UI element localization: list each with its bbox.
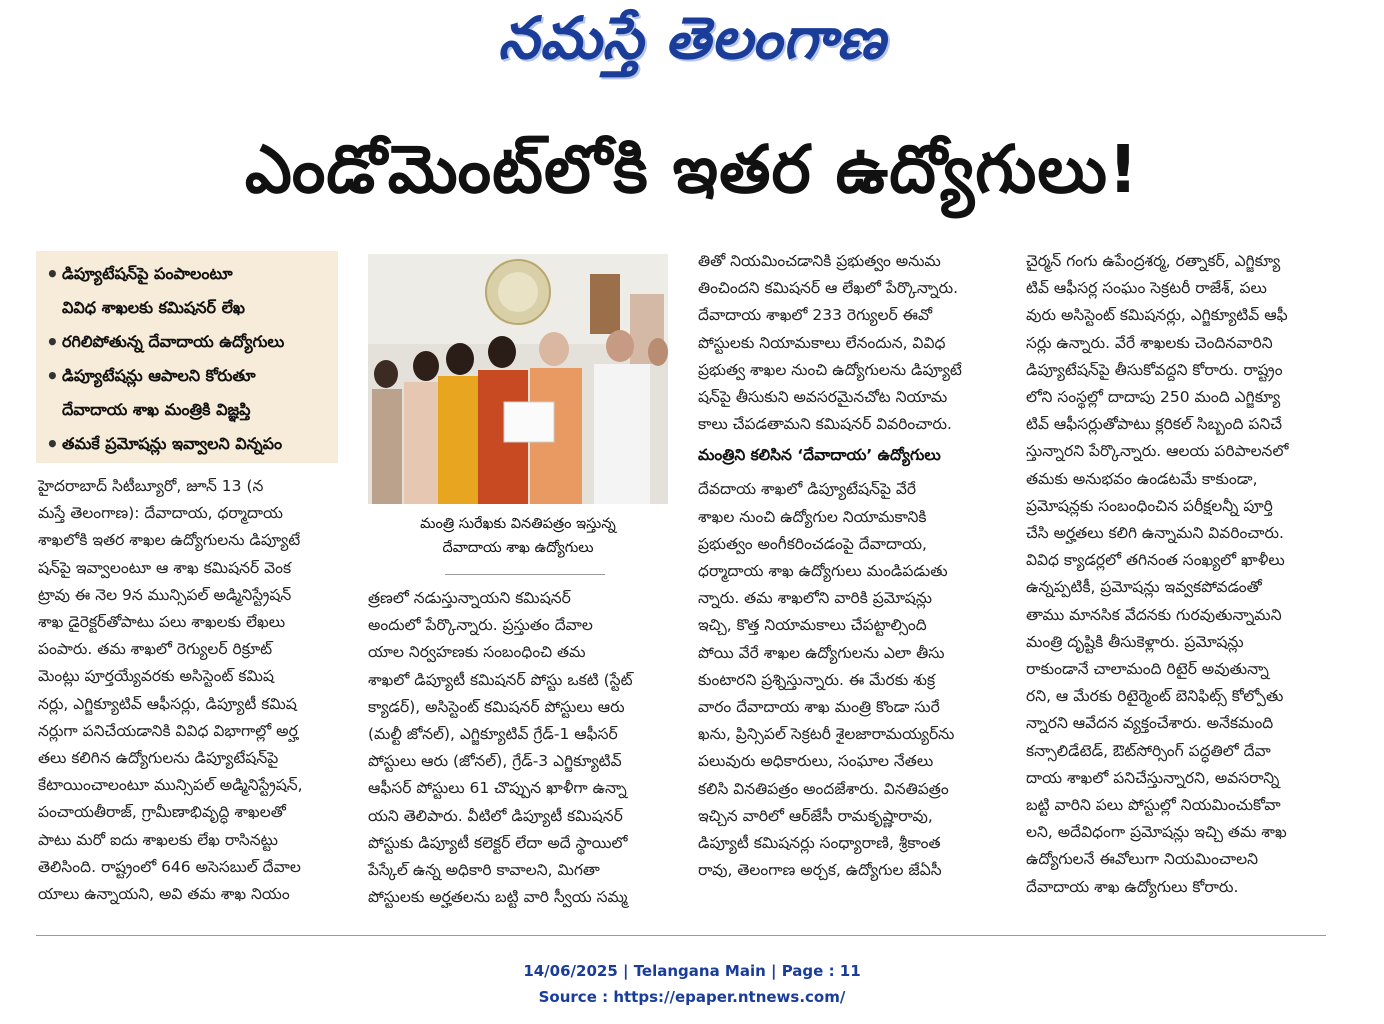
article-column-3 xyxy=(698,248,1000,884)
photo-illustration xyxy=(368,254,668,504)
article-column-1 xyxy=(38,473,338,908)
article-paragraph: త్రణలో నడుస్తున్నాయని కమిషనర్ అందులో పేర్కొన్నారు. ప్రస్తుతం దేవాల యాల నిర్వహణకు సంబంధించి తమ శాఖలో డిప్యూటీ కమిషనర్ పోస్టు ఒకటి (స్టేట్ క్యాడర్), అసిస్టెంట్ కమిషనర్ పోస్టులు ఆరు (మల్టీ జోనల్), ఎగ్జిక్యూటివ్ గ్రేడ్-1 ఆఫీసర్ పోస్టులు ఆరు (జోనల్), గ్రేడ్-3 ఎగ్జిక్యూటివ్ ఆఫీసర్ పోస్టులు 61 చొప్పున ఖాళీగా ఉన్నా యని తెలిపారు. వీటిలో డిప్యూటీ కమిషనర్ పోస్టుకు డిప్యూటీ కలెక్టర్ లేదా అదే స్థాయిలో పేస్కేల్ ఉన్న అధికారి కావాలని, మిగతా పోస్టులకు అర్హతలను బట్టి వారి స్వీయ సమ్మ xyxy=(368,589,633,907)
article-paragraph: దేవదాయ శాఖలో డిప్యూటేషన్‌పై వేరే శాఖల నుంచి ఉద్యోగుల నియామకానికి ప్రభుత్వం అంగీకరించడంపై దేవాదాయ, ధర్మాదాయ శాఖ ఉద్యోగులు మండిపడుతు న్నారు. తమ శాఖలోని వారికి ప్రమోషన్లు ఇచ్చి, కొత్త నియామకాలు చేపట్టాల్సింది పోయి వేరే శాఖల ఉద్యోగులను ఎలా తీసు కుంటారని ప్రశ్నిస్తున్నారు. ఈ మేరకు శుక్ర వారం దేవాదాయ శాఖ మంత్రి కొండా సురే ఖను, ప్రిన్సిపల్ సెక్రటరీ శైలజారామయ్యర్‌ను పలువురు అధికారులు, సంఘాల నేతలు కలిసి వినతిపత్రం అందజేశారు. వినతిపత్రం ఇచ్చిన వారిలో ఆర్‌జేసీ రామకృష్ణారావు, డిప్యూటీ కమిషనర్లు సంధ్యారాణి, శ్రీకాంత రావు, తెలంగాణ అర్చక, ఉద్యోగుల జేఏసీ xyxy=(698,480,955,880)
source-link[interactable]: Source : https://epaper.ntnews.com/ xyxy=(538,988,846,1006)
headline: ఎండోమెంట్‌లోకి ఇతర ఉద్యోగులు! xyxy=(244,131,1140,208)
edition-info: 14/06/2025 | Telangana Main | Page : 11 xyxy=(523,962,861,980)
highlight-item: • డిప్యూటేషన్‌పై పంపాలంటూ వివిధ శాఖలకు కమిషనర్ లేఖ xyxy=(42,257,338,325)
photo-caption: మంత్రి సురేఖకు వినతిపత్రం ఇస్తున్న దేవాదాయ శాఖ ఉద్యోగులు xyxy=(420,516,616,556)
article-paragraph: తితో నియమించడానికి ప్రభుత్వం అనుమ తించిందని కమిషనర్ ఆ లేఖలో పేర్కొన్నారు. దేవాదాయ శాఖలో 233 రెగ్యులర్ ఈవో పోస్టులకు నియామకాలు లేనందున, వివిధ ప్రభుత్వ శాఖల నుంచి ఉద్యోగులను డిప్యూటే షన్‌పై తీసుకుని అవసరమైనచోట నియామ కాలు చేపడతామని కమిషనర్ వివరించారు. xyxy=(698,252,962,434)
masthead xyxy=(0,4,1384,84)
caption-divider xyxy=(445,574,605,575)
article-paragraph: హైదరాబాద్ సిటీబ్యూరో, జూన్ 13 (న మస్తే తెలంగాణ): దేవాదాయ, ధర్మాదాయ శాఖలోకి ఇతర శాఖల ఉద్యోగులను డిప్యూటే షన్‌పై ఇవ్వాలంటూ ఆ శాఖ కమిషనర్ వెంక ట్రావు ఈ నెల 9న మున్సిపల్ అడ్మినిస్ట్రేషన్ శాఖ డైరెక్టర్‌తోపాటు పలు శాఖలకు లేఖలు పంపారు. తమ శాఖలో రెగ్యులర్ రిక్రూట్ మెంట్లు పూర్తయ్యేవరకు అసిస్టెంట్ కమిష నర్లు, ఎగ్జిక్యూటివ్ ఆఫీసర్లు, డిప్యూటీ కమిష నర్లుగా పనిచేయడానికి వివిధ విభాగాల్లో అర్హ తలు కలిగిన ఉద్యోగులను డిప్యూటేషన్‌పై కేటాయించాలంటూ మున్సిపల్ అడ్మినిస్ట్రేషన్, పంచాయతీరాజ్, గ్రామీణాభివృద్ధి శాఖలతో పాటు మరో ఐదు శాఖలకు లేఖ రాసినట్టు తెలిసింది. రాష్ట్రంలో 646 అసెసబుల్ దేవాల యాలు ఉన్నాయని, అవి తమ శాఖ నియం xyxy=(38,477,303,904)
highlight-item: • తమకే ప్రమోషన్లు ఇవ్వాలని విన్నపం xyxy=(42,427,338,461)
article-column-4 xyxy=(1026,248,1328,901)
bottom-divider xyxy=(36,935,1326,936)
article-column-2 xyxy=(368,585,668,911)
article-paragraph: చైర్మన్ గంగు ఉపేంద్రశర్మ, రత్నాకర్, ఎగ్జిక్యూ టివ్ ఆఫీసర్ల సంఘం సెక్రటరీ రాజేశ్, పలు వురు అసిస్టెంట్ కమిషనర్లు, ఎగ్జిక్యూటివ్ ఆఫీ సర్లు ఉన్నారు. వేరే శాఖలకు చెందినవారిని డిప్యూటేషన్‌పై తీసుకోవద్దని కోరారు. రాష్ట్రం లోని సంస్థల్లో దాదాపు 250 మంది ఎగ్జిక్యూ టివ్ ఆఫీసర్లుతోపాటు క్లరికల్ సిబ్బంది పనిచే స్తున్నారని పేర్కొన్నారు. ఆలయ పరిపాలనలో తమకు అనుభవం ఉండటమే కాకుండా, ప్రమోషన్లకు సంబంధించిన పరీక్షలన్నీ పూర్తి చేసి అర్హతలు కలిగి ఉన్నామని వివరించారు. వివిధ క్యాడర్లలో తగినంత సంఖ్యలో ఖాళీలు ఉన్నప్పటికీ, ప్రమోషన్లు ఇవ్వకపోవడంతో తాము మానసిక వేదనకు గురవుతున్నామని మంత్రి దృష్టికి తీసుకెళ్లారు. ప్రమోషన్లు రాకుండానే చాలామంది రిటైర్ అవుతున్నా రని, ఆ మేరకు రిటైర్మెంట్ బెనిఫిట్స్ కోల్పోతు న్నారని ఆవేదన వ్యక్తంచేశారు. అనేకమంది కన్సాలిడేటెడ్, ఔట్‌సోర్సింగ్ పద్ధతిలో దేవా దాయ శాఖలో పనిచేస్తున్నారని, అవసరాన్ని బట్టి వారిని పలు పోస్టుల్లో నియమించుకోవా లని, అదేవిధంగా ప్రమోషన్లు ఇచ్చి తమ శాఖ ఉద్యోగులనే ఈవోలుగా నియమించాలని దేవాదాయ శాఖ ఉద్యోగులు కోరారు. xyxy=(1026,252,1289,896)
highlight-item: • రగిలిపోతున్న దేవాదాయ ఉద్యోగులు xyxy=(42,325,338,359)
news-photo xyxy=(368,254,668,504)
footer xyxy=(0,958,1384,1010)
highlight-item: • డిప్యూటేషన్లు ఆపాలని కోరుతూ దేవాదాయ శాఖ మంత్రికి విజ్ఞప్తి xyxy=(42,359,338,427)
newspaper-logo: నమస్తే తెలంగాణ xyxy=(498,4,886,72)
highlights-box xyxy=(36,251,338,463)
article-subheading: మంత్రిని కలిసిన ‘దేవాదాయ’ ఉద్యోగులు xyxy=(698,446,941,465)
